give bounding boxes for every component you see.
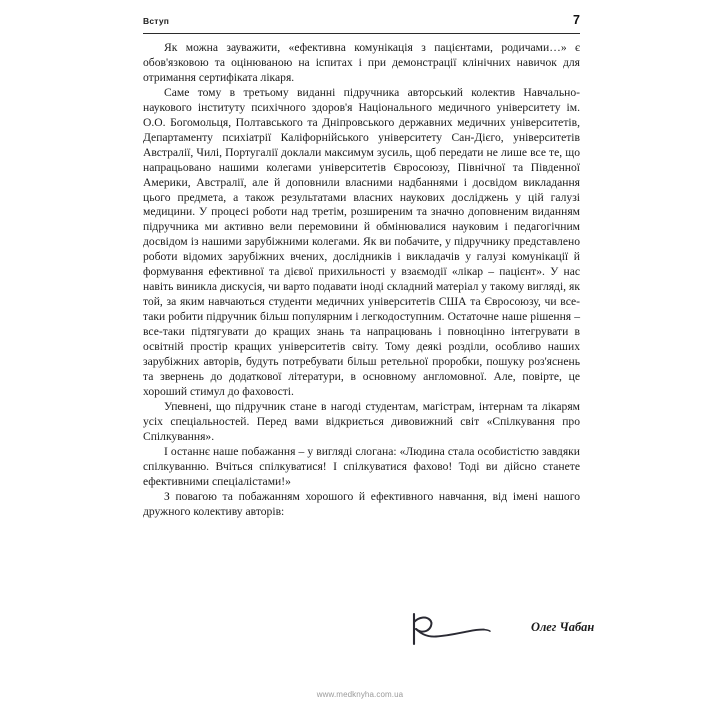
header-divider-rule — [143, 33, 580, 34]
paragraph: З повагою та побажанням хорошого й ефективного навчання, від імені нашого дружного колективу авторів: — [143, 489, 580, 518]
paragraph: І останнє наше побажання – у вигляді слогана: «Людина стала особистістю завдяки спілкуванню. Вчіться спілкуватися! І спілкуватися фахово! Тоді ви дійсно станете ефективними спеціалістами!» — [143, 444, 580, 488]
paragraph: Саме тому в третьому виданні підручника авторський колектив Навчально-наукового інституту психічного здоров'я Національного медичного університету ім. О.О. Богомольця, Полтавського та Дніпровського державних медичних університетів, Департаменту психіатрії Каліфорнійського університету Сан-Дієго, університетів Австралії, Чилі, Португалії доклали максимум зусиль, щоб передати не лише все те, що напрацьовано нашими колегами університетів Євросоюзу, Північної та Південної Америки, Австралії, але й доповнили власними надбаннями і досвідом викладання цього предмета, а також результатами власних наукових досліджень у цій галузі медицини. У процесі роботи над третім, розширеним та значно доповненим виданням підручника ми активно вели перемовини й обмінювалися науковим і педагогічним досвідом із нашими зарубіжними колегами. Як ви побачите, у підручнику представлено роботи відомих зарубіжних вчених, дослідників і викладачів у галузі комунікації й формування ефективної та дієвої прихильності у взаємодії «лікар – пацієнт». У нас навіть виникла дискусія, чи варто подавати іноді складний матеріал у такому вигляді, як той, за яким навчаються студенти медичних університетів США та Євросоюзу, чи все-таки робити підручник більш популярним і легкодоступним. Остаточне наше рішення – все-таки підтягувати до кращих знань та напрацювань і повноцінно інтегрувати в освітній простір кращих університетів світу. Тому деякі розділи, особливо наших зарубіжних авторів, будуть потребувати більш ретельної проробки, пошуку роз'яснень та звернень до додаткової літератури, в основному англомовної. Але, повірте, це хороший стимул до фаховості. — [143, 85, 580, 398]
handwritten-signature-icon — [407, 608, 499, 650]
body-text-block — [143, 41, 580, 520]
page-number: 7 — [573, 13, 580, 27]
signature-author-name: Олег Чабан — [531, 620, 595, 634]
signature-zone — [143, 600, 595, 666]
header-row — [143, 14, 580, 30]
running-header-chapter: Вступ — [143, 16, 170, 26]
paragraph: Як можна зауважити, «ефективна комунікація з пацієнтами, родичами…» є обов'язковою та оцінюваною на іспитах і при демонстрації клінічних навичок для отримання сертифіката лікаря. — [143, 41, 580, 84]
page-header — [143, 14, 580, 36]
footer-watermark-url: www.medknyha.com.ua — [316, 690, 404, 699]
page-footer — [0, 684, 720, 702]
paragraph: Упевнені, що підручник стане в нагоді студентам, магістрам, інтернам та лікарям усіх спеціальностей. Перед вами відкриється дивовижний світ «Спілкування про Спілкування». — [143, 399, 580, 443]
